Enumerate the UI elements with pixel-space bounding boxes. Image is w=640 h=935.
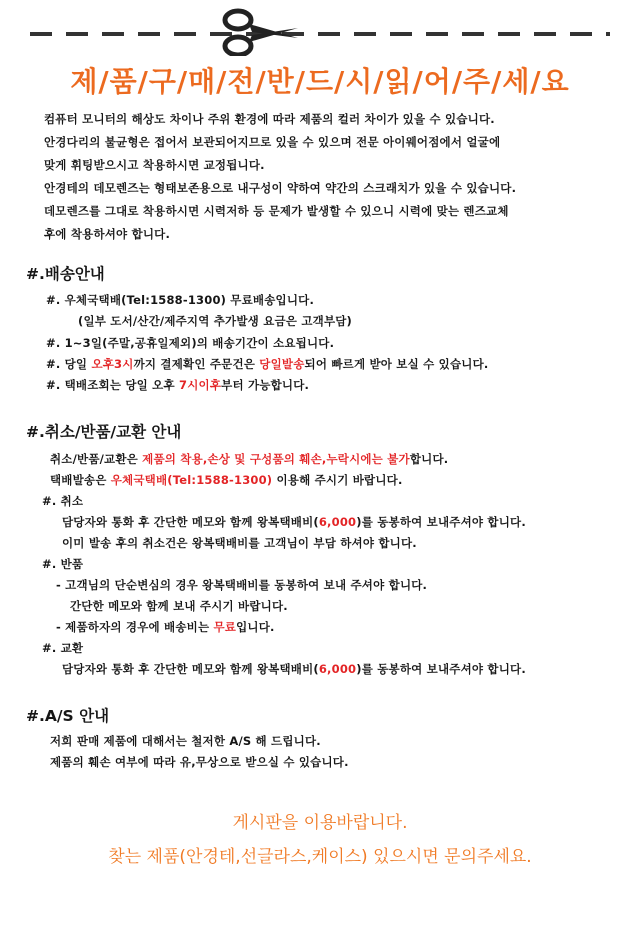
shipping-heading: #.배송안내: [26, 265, 105, 283]
cancel-line: 담당자와 통화 후 간단한 메모와 함께 왕복택배비(6,000)를 동봉하여 보내주셔야 합니다.: [62, 515, 526, 529]
intro-line: 맞게 휘팅받으시고 착용하시면 교정됩니다.: [44, 158, 265, 172]
footer-contact-notice: 찾는 제품(안경테,선글라스,케이스) 있으시면 문의주세요.: [108, 847, 532, 867]
return-line: 간단한 메모와 함께 보내 주시기 바랍니다.: [70, 599, 288, 613]
shipping-line: #. 택배조회는 당일 오후 7시이후부터 가능합니다.: [46, 378, 310, 392]
intro-line: 컴퓨터 모니터의 해상도 차이나 주위 환경에 따라 제품의 컬러 차이가 있을 수 있습니다.: [44, 112, 495, 126]
cancel-heading: #.취소/반품/교환 안내: [26, 423, 182, 441]
return-line: - 고객님의 단순변심의 경우 왕복택배비를 동봉하여 보내 주셔야 합니다.: [56, 578, 428, 592]
cut-line-divider: [30, 28, 610, 40]
cancel-line: 이미 발송 후의 취소건은 왕복택배비를 고객님이 부담 하셔야 합니다.: [62, 536, 417, 550]
shipping-line: #. 1~3일(주말,공휴일제외)의 배송기간이 소요됩니다.: [46, 336, 335, 350]
page-title: 제/품/구/매/전/반/드/시/읽/어/주/세/요: [70, 65, 570, 98]
cancel-subheading: #. 취소: [42, 494, 84, 508]
intro-line: 안경다리의 불균형은 접어서 보관되어지므로 있을 수 있으며 전문 아이웨어점에서 얼굴에: [44, 135, 501, 149]
intro-line: 안경테의 데모렌즈는 형태보존용으로 내구성이 약하여 약간의 스크래치가 있을 수 있습니다.: [44, 181, 517, 195]
shipping-line: #. 당일 오후3시까지 결제확인 주문건은 당일발송되어 빠르게 받아 보실 수 있습니다.: [46, 357, 489, 371]
cancel-line: 택배발송은 우체국택배(Tel:1588-1300) 이용해 주시기 바랍니다.: [50, 473, 403, 487]
scissors-icon: [222, 8, 300, 56]
as-line: 저희 판매 제품에 대해서는 철저한 A/S 해 드립니다.: [50, 734, 321, 748]
footer-board-notice: 게시판을 이용바랍니다.: [232, 813, 408, 833]
exchange-subheading: #. 교환: [42, 641, 84, 655]
return-subheading: #. 반품: [42, 557, 84, 571]
shipping-line: #. 우체국택배(Tel:1588-1300) 무료배송입니다.: [46, 293, 315, 307]
shipping-line: (일부 도서/산간/제주지역 추가발생 요금은 고객부담): [78, 314, 353, 328]
exchange-line: 담당자와 통화 후 간단한 메모와 함께 왕복택배비(6,000)를 동봉하여 보내주셔야 합니다.: [62, 662, 526, 676]
as-heading: #.A/S 안내: [26, 707, 110, 725]
as-line: 제품의 훼손 여부에 따라 유,무상으로 받으실 수 있습니다.: [50, 755, 349, 769]
intro-line: 후에 착용하셔야 합니다.: [44, 227, 171, 241]
cancel-line: 취소/반품/교환은 제품의 착용,손상 및 구성품의 훼손,누락시에는 불가합니다.: [50, 452, 449, 466]
return-line: - 제품하자의 경우에 배송비는 무료입니다.: [56, 620, 275, 634]
intro-line: 데모렌즈를 그대로 착용하시면 시력저하 등 문제가 발생할 수 있으니 시력에 맞는 렌즈교체: [44, 204, 509, 218]
